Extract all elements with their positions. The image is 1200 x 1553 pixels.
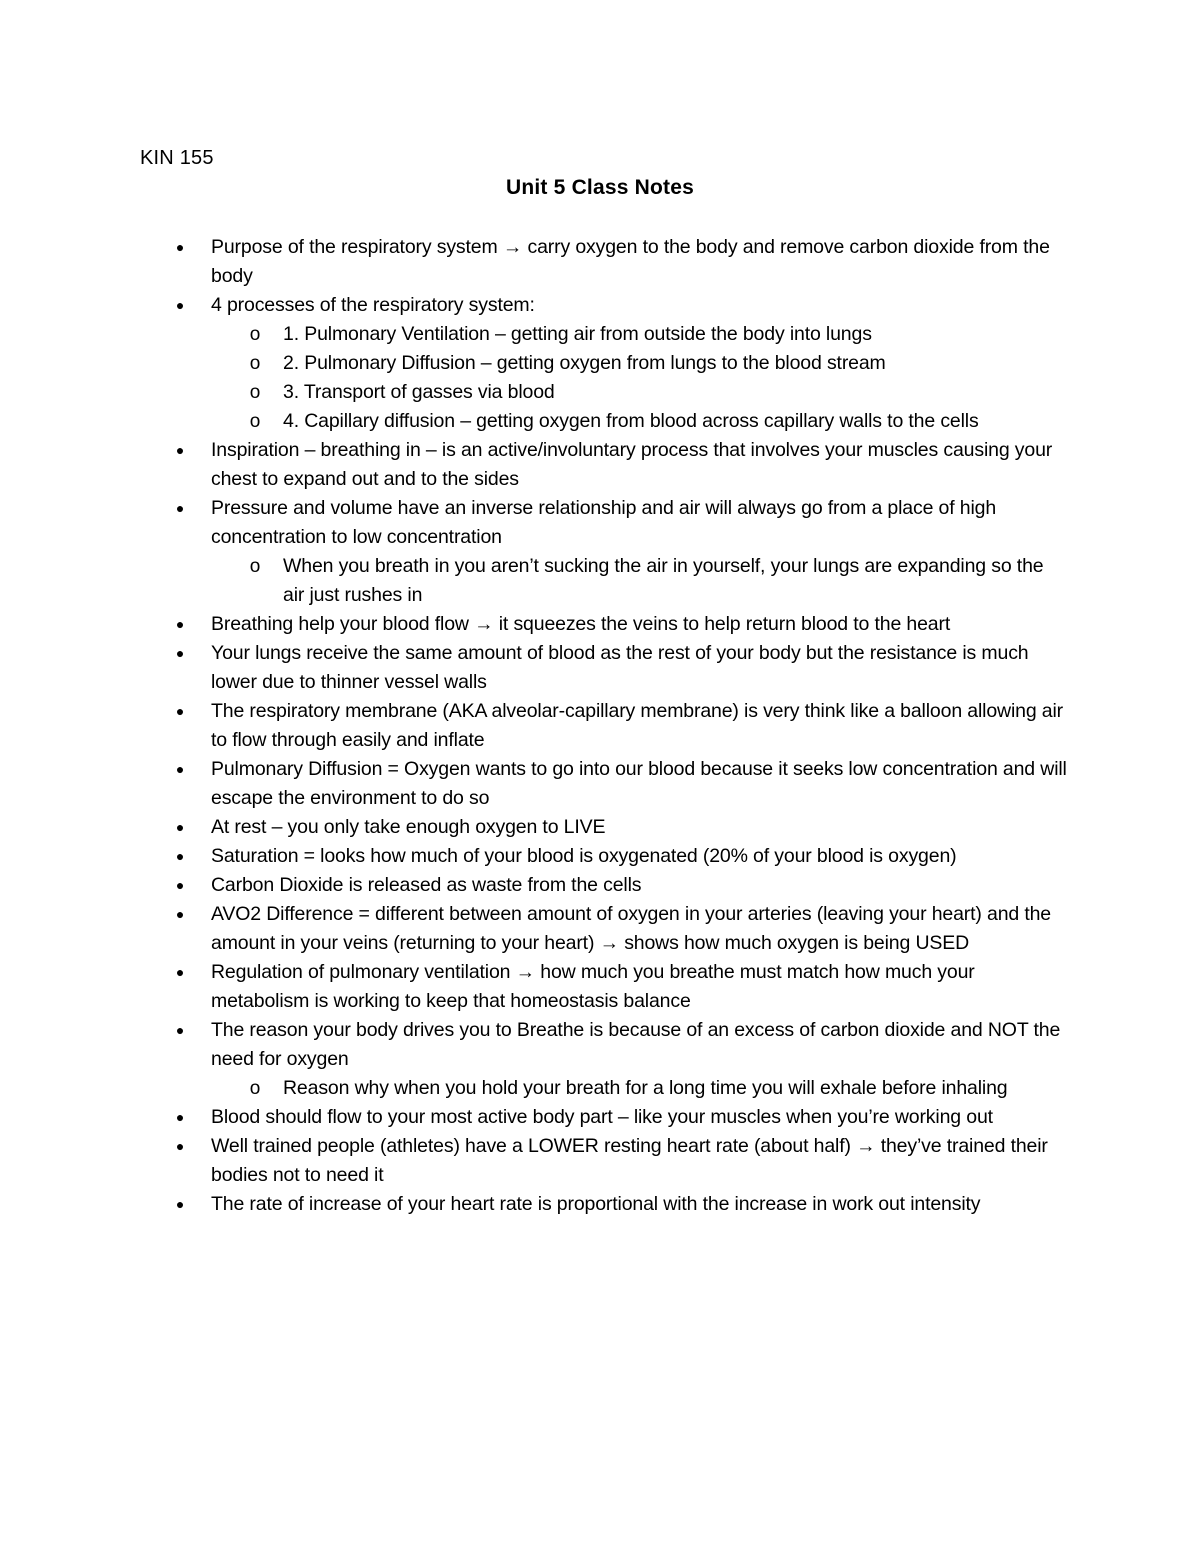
sub-list-item xyxy=(0,552,1053,610)
arrow-right-icon: → xyxy=(599,932,619,954)
list-item xyxy=(0,639,1071,697)
list-item-text: AVO2 Difference = different between amount of oxygen in your arteries (leaving your heart) and the amount in your veins (returning to your heart) → shows how much oxygen is being USED xyxy=(211,903,1051,954)
bullet-icon: ● xyxy=(175,964,185,980)
list-item-text: Inspiration – breathing in – is an active/involuntary process that involves your muscles causing your chest to expand out and to the sides xyxy=(211,439,1053,490)
list-item-text: Regulation of pulmonary ventilation → how much you breathe must match how much your metabolism is working to keep that homeostasis balance xyxy=(211,961,975,1012)
list-item xyxy=(0,1190,1071,1219)
arrow-right-icon: → xyxy=(502,236,523,258)
list-item-text: Well trained people (athletes) have a LOWER resting heart rate (about half) → they’ve trained their bodies not to need it xyxy=(211,1135,1048,1186)
list-item xyxy=(0,813,1071,842)
list-item-text: The rate of increase of your heart rate is proportional with the increase in work out intensity xyxy=(211,1193,981,1215)
bullet-icon: ● xyxy=(175,1196,185,1212)
list-item-text: Purpose of the respiratory system → carry oxygen to the body and remove carbon dioxide from the body xyxy=(211,236,1050,287)
sub-list-item xyxy=(0,1074,1053,1103)
list-item-text: Pressure and volume have an inverse relationship and air will always go from a place of high concentration to low concentration xyxy=(211,497,997,548)
list-item xyxy=(0,1103,1071,1132)
list-item-text: The reason your body drives you to Breathe is because of an excess of carbon dioxide and NOT the need for oxygen xyxy=(211,1019,1061,1070)
list-item-text: 4. Capillary diffusion – getting oxygen from blood across capillary walls to the cells xyxy=(283,410,979,432)
bullet-icon: ● xyxy=(175,239,185,255)
list-item xyxy=(0,436,1071,494)
bullet-icon: ● xyxy=(175,703,185,719)
sub-list-item xyxy=(0,320,1053,349)
bullet-icon: ● xyxy=(175,616,185,632)
hollow-bullet-icon: o xyxy=(249,556,261,577)
sub-list-item xyxy=(0,349,1053,378)
course-code: KIN 155 xyxy=(140,147,214,169)
bullet-icon: ● xyxy=(175,1022,185,1038)
bullet-icon: ● xyxy=(175,877,185,893)
list-item-text: 2. Pulmonary Diffusion – getting oxygen from lungs to the blood stream xyxy=(283,352,886,374)
list-item-text: Breathing help your blood flow → it squeezes the veins to help return blood to the heart xyxy=(211,613,950,635)
bullet-icon: ● xyxy=(175,500,185,516)
bullet-icon: ● xyxy=(175,645,185,661)
list-item xyxy=(0,1132,1071,1190)
list-item-text: The respiratory membrane (AKA alveolar-capillary membrane) is very think like a balloon allowing air to flow through easily and inflate xyxy=(211,700,1064,751)
list-item xyxy=(0,871,1071,900)
list-item-text: Saturation = looks how much of your blood is oxygenated (20% of your blood is oxygen) xyxy=(211,845,957,867)
hollow-bullet-icon: o xyxy=(249,382,261,403)
list-item xyxy=(0,900,1071,958)
list-item-text: 1. Pulmonary Ventilation – getting air from outside the body into lungs xyxy=(283,323,872,345)
list-item xyxy=(0,291,1071,320)
hollow-bullet-icon: o xyxy=(249,353,261,374)
list-item xyxy=(0,233,1071,291)
list-item xyxy=(0,958,1071,1016)
bullet-icon: ● xyxy=(175,819,185,835)
bullet-icon: ● xyxy=(175,297,185,313)
bullet-icon: ● xyxy=(175,1138,185,1154)
list-item xyxy=(0,1016,1071,1074)
sub-list-item xyxy=(0,407,1053,436)
arrow-right-icon: → xyxy=(474,613,494,635)
bullet-icon: ● xyxy=(175,906,185,922)
list-item-text: 4 processes of the respiratory system: xyxy=(211,294,535,316)
notes-list xyxy=(0,233,1200,1219)
hollow-bullet-icon: o xyxy=(249,1078,261,1099)
list-item-text: Pulmonary Diffusion = Oxygen wants to go into our blood because it seeks low concentration and will escape the environment to do so xyxy=(211,758,1067,809)
sub-list-item xyxy=(0,378,1053,407)
list-item xyxy=(0,697,1071,755)
list-item-text: Your lungs receive the same amount of blood as the rest of your body but the resistance is much lower due to thinner vessel walls xyxy=(211,642,1029,693)
hollow-bullet-icon: o xyxy=(249,411,261,432)
bullet-icon: ● xyxy=(175,761,185,777)
bullet-icon: ● xyxy=(175,1109,185,1125)
arrow-right-icon: → xyxy=(515,961,535,983)
list-item-text: Carbon Dioxide is released as waste from the cells xyxy=(211,874,642,896)
list-item-text: 3. Transport of gasses via blood xyxy=(283,381,555,403)
list-item xyxy=(0,494,1071,552)
list-item xyxy=(0,755,1071,813)
page-title: Unit 5 Class Notes xyxy=(506,176,694,199)
list-item xyxy=(0,610,1071,639)
list-item-text: When you breath in you aren’t sucking the air in yourself, your lungs are expanding so the air just rushes in xyxy=(283,555,1044,606)
list-item-text: At rest – you only take enough oxygen to LIVE xyxy=(211,816,606,838)
list-item xyxy=(0,842,1071,871)
bullet-icon: ● xyxy=(175,848,185,864)
list-item-text: Reason why when you hold your breath for a long time you will exhale before inhaling xyxy=(283,1077,1008,1099)
arrow-right-icon: → xyxy=(856,1135,876,1157)
hollow-bullet-icon: o xyxy=(249,324,261,345)
list-item-text: Blood should flow to your most active body part – like your muscles when you’re working out xyxy=(211,1106,993,1128)
bullet-icon: ● xyxy=(175,442,185,458)
